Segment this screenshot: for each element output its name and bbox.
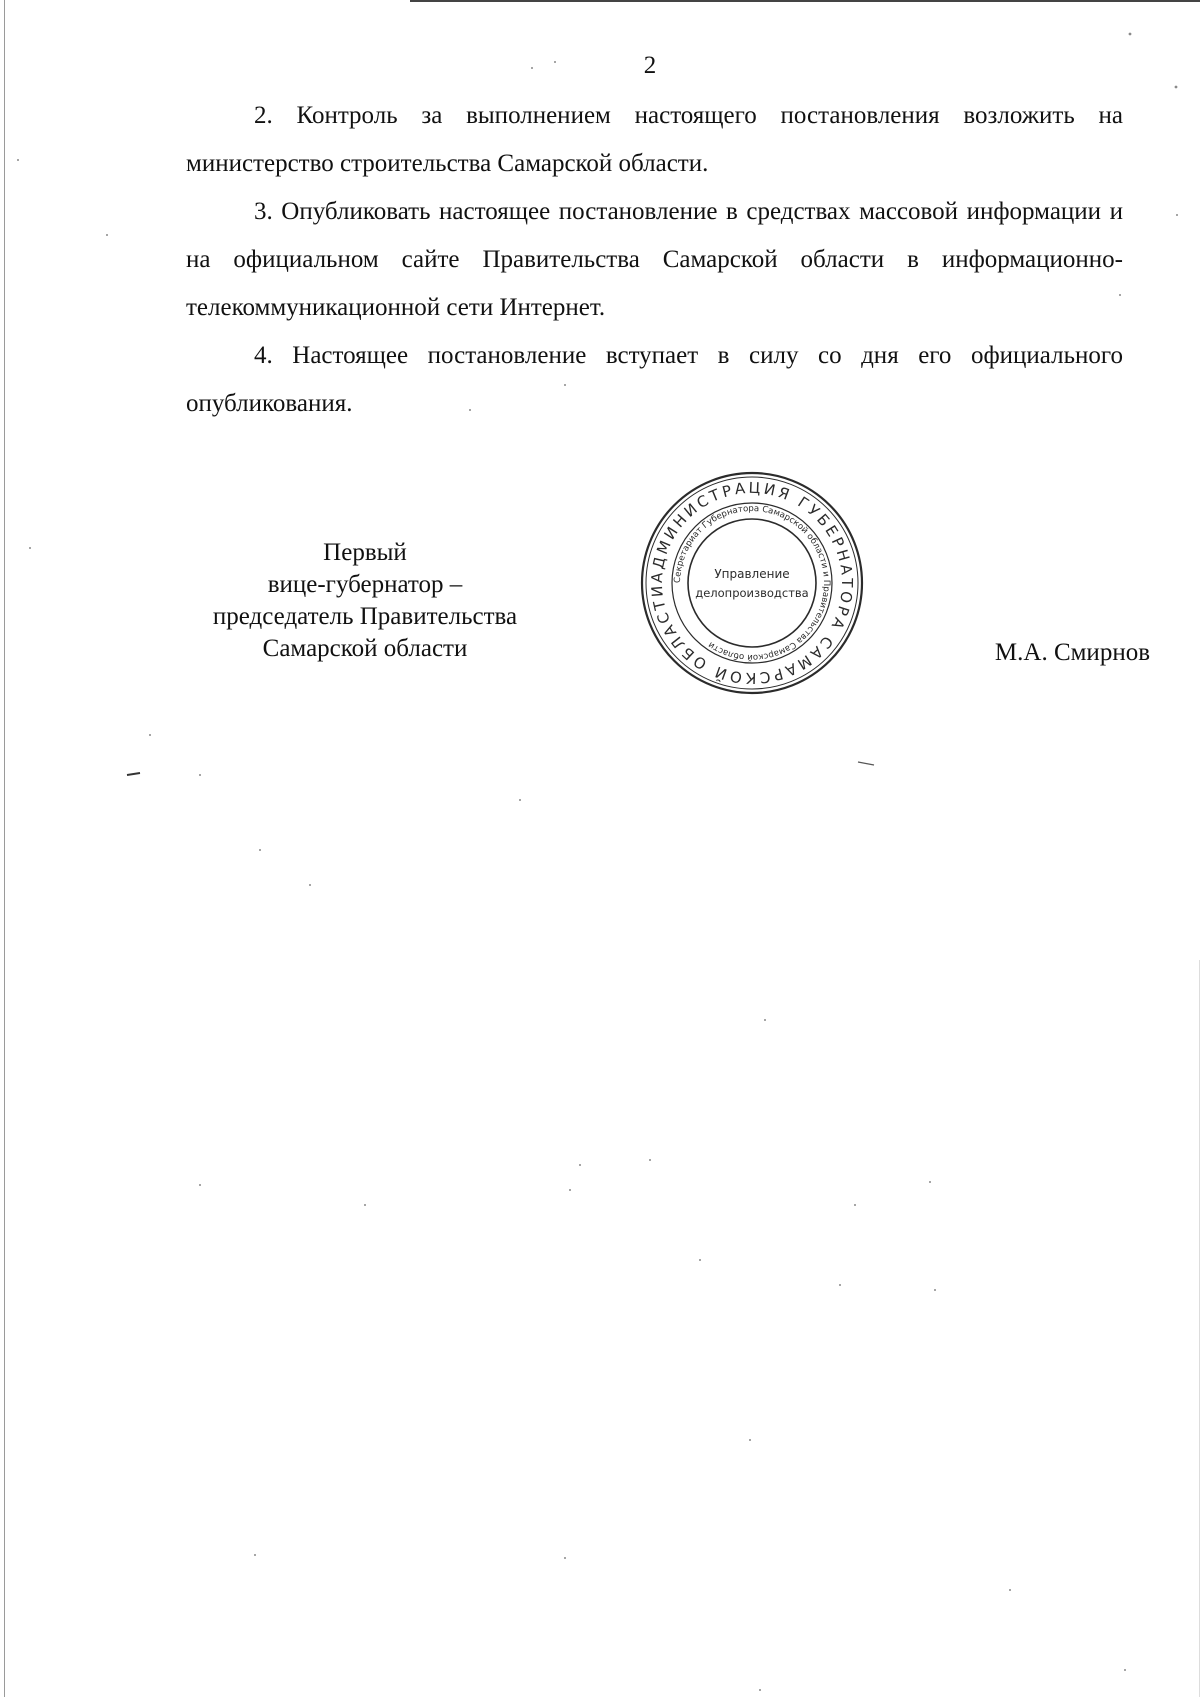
seal-outer-text: АДМИНИСТРАЦИЯ ГУБЕРНАТОРА САМАРСКОЙ ОБЛАСТИ xyxy=(647,478,857,688)
paragraph-2: 2. Контроль за выполнением настоящего постановления возложить на министерство строительства Самарской области. xyxy=(186,102,1123,177)
paragraph-3: 3. Опубликовать настоящее постановление в средствах массовой информации и на официальном сайте Правительства Самарской области в информационно-телекоммуникационной сети Интернет. xyxy=(186,198,1123,321)
seal-center-line2: делопроизводства xyxy=(695,586,809,600)
seal-graphic xyxy=(637,468,867,698)
paragraph-4: 4. Настоящее постановление вступает в силу со дня его официального опубликования. xyxy=(186,342,1123,417)
signatory-name: М.А. Смирнов xyxy=(994,639,1150,666)
signatory-title xyxy=(180,537,550,665)
seal-middle-text: Секретариат Губернатора Самарской области и Правительства Самарской области xyxy=(672,503,832,663)
signatory-title-line: Первый xyxy=(323,539,407,566)
body-text xyxy=(186,92,1123,428)
signatory-title-line: председатель Правительства xyxy=(212,603,518,630)
signatory-title-line: вице-губернатор – xyxy=(267,571,463,598)
scan-edge-left xyxy=(4,0,5,1697)
page-number: 2 xyxy=(643,52,657,79)
seal-center-line1: Управление xyxy=(714,567,790,581)
signatory-title-line: Самарской области xyxy=(262,635,468,662)
scan-edge-top xyxy=(410,0,1200,2)
official-seal xyxy=(637,468,867,698)
